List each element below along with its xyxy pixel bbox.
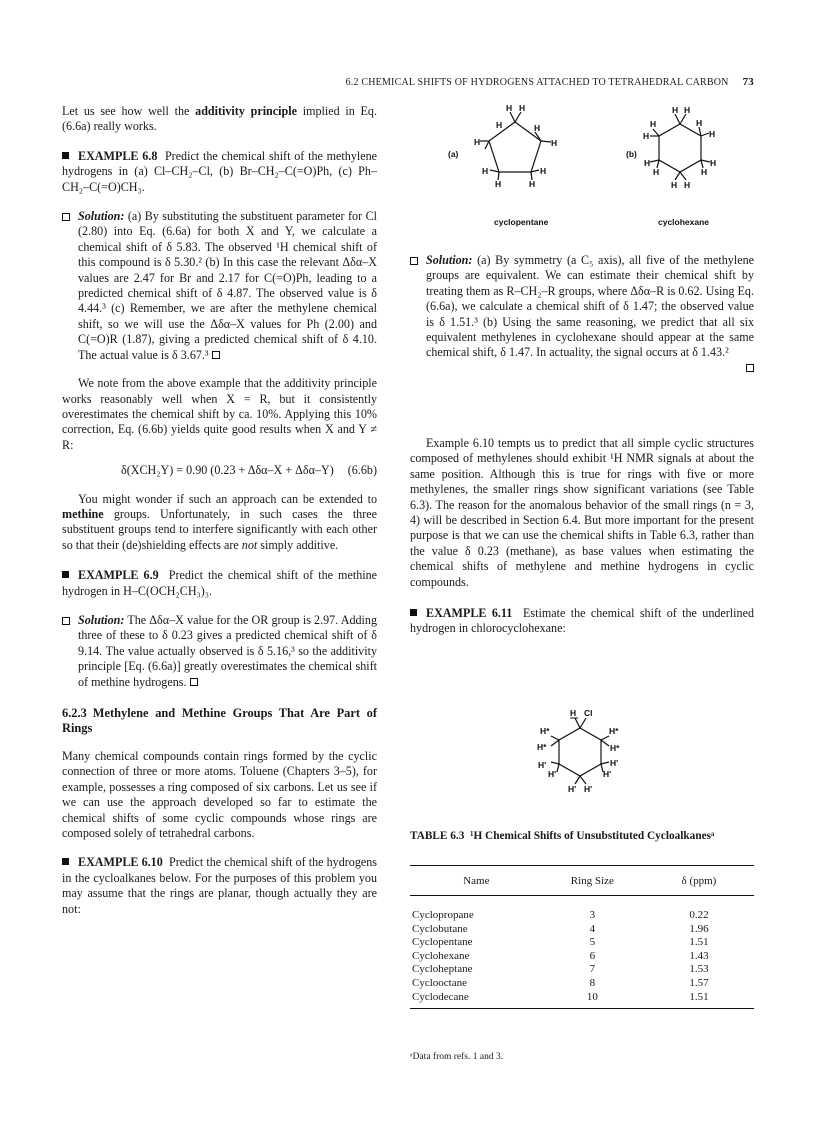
cyclopentane-name: cyclopentane bbox=[494, 217, 549, 227]
table-caption bbox=[410, 829, 754, 843]
example-text: Predict the chemical shift of the methine hydrogen in H–C(OCH₂CH₃)₃. bbox=[62, 568, 378, 598]
cell-shift: 1.43 bbox=[689, 949, 709, 962]
h-star-atom: H* bbox=[609, 726, 619, 736]
section-title: Methylene and Methine Groups That Are Part of Rings bbox=[62, 706, 377, 735]
chlorocyclohexane-structure bbox=[510, 706, 650, 806]
paragraph-rings: Many chemical compounds contain rings formed by the cyclic connection of three or more atoms. Toluene (Chapters 3–5), for example, possesses a ring composed of six carbons. Let us see if we can use the approach developed so far to estimate the chemical shifts of some cyclic compounds whose rings are composed solely of tetrahedral carbons. bbox=[62, 749, 377, 841]
solution-label: Solution: bbox=[78, 612, 125, 627]
cell-ring-size: 8 bbox=[589, 976, 596, 989]
column-header-shift: δ (ppm) bbox=[681, 875, 717, 887]
h-prime-atom: H' bbox=[568, 784, 577, 794]
section-heading-6-2-3 bbox=[62, 706, 377, 736]
h-atom: H bbox=[701, 167, 708, 177]
solution-6-10 bbox=[410, 253, 754, 361]
cell-name: Cycloheptane bbox=[412, 963, 473, 976]
page-number: 73 bbox=[742, 76, 754, 88]
h-prime-atom: H' bbox=[603, 769, 612, 779]
h-prime-atom: H' bbox=[548, 769, 557, 779]
methine-text-a: You might wonder if such an approach can be extended to bbox=[78, 491, 377, 506]
h-atom: H bbox=[643, 131, 650, 141]
cell-shift: 1.51 bbox=[689, 990, 709, 1003]
end-box-icon bbox=[746, 364, 754, 372]
h-atom: H bbox=[551, 138, 558, 148]
methine-term: methine bbox=[62, 506, 104, 521]
table-label: TABLE 6.3 bbox=[410, 830, 465, 842]
cell-ring-size: 5 bbox=[589, 936, 596, 949]
equation-6-6b bbox=[62, 463, 377, 478]
example-bullet-icon bbox=[410, 609, 417, 616]
table-row bbox=[410, 936, 754, 950]
table-row bbox=[410, 923, 754, 937]
h-star-atom: H* bbox=[537, 742, 547, 752]
solution-label: Solution: bbox=[426, 253, 473, 267]
cell-ring-size: 7 bbox=[589, 963, 596, 976]
h-atom: H bbox=[696, 118, 703, 128]
cell-name: Cyclooctane bbox=[412, 976, 467, 989]
h-atom: H bbox=[644, 158, 651, 168]
h-atom: H bbox=[482, 166, 489, 176]
chlorocyclohexane-ring bbox=[559, 728, 601, 776]
h-atom: H bbox=[496, 120, 503, 130]
table-row bbox=[410, 963, 754, 977]
example-label: EXAMPLE 6.10 bbox=[78, 855, 163, 870]
cl-atom: Cl bbox=[584, 708, 593, 718]
cell-ring-size: 10 bbox=[586, 990, 598, 1003]
cell-name: Cyclobutane bbox=[412, 922, 468, 935]
table-title: ¹H Chemical Shifts of Unsubstituted Cycloalkanesᵃ bbox=[470, 830, 715, 842]
cell-shift: 1.57 bbox=[689, 976, 709, 989]
h-atom: H bbox=[506, 103, 513, 113]
solution-box-icon bbox=[62, 213, 70, 221]
h-atom: H bbox=[529, 179, 536, 189]
h-atom: H bbox=[653, 167, 660, 177]
example-6-11 bbox=[410, 606, 754, 637]
example-text: Predict the chemical shift of the methylene hydrogens in (a) Cl–CH₂–Cl, (b) Br–CH₂–C(=O)Ph, (c) Ph–CH₂–C(=O)CH₃. bbox=[62, 148, 378, 194]
table-header-row bbox=[410, 866, 754, 895]
h-atom: H bbox=[684, 180, 691, 190]
label-a: (a) bbox=[448, 149, 459, 159]
example-bullet-icon bbox=[62, 858, 69, 865]
example-label: EXAMPLE 6.8 bbox=[78, 148, 158, 163]
additivity-principle-term: additivity principle bbox=[195, 104, 297, 118]
h-prime-atom: H' bbox=[584, 784, 593, 794]
h-atom: H bbox=[672, 105, 679, 115]
table-row bbox=[410, 977, 754, 991]
cycloalkane-shift-table bbox=[410, 865, 754, 1009]
equation-text: δ(XCH₂Y) = 0.90 (0.23 + Δδα–X + Δδα–Y) bbox=[121, 463, 334, 478]
table-row bbox=[410, 909, 754, 923]
h-atom: H bbox=[671, 180, 678, 190]
right-column bbox=[410, 436, 754, 637]
right-column-solution bbox=[410, 253, 754, 372]
running-head-title: 6.2 CHEMICAL SHIFTS OF HYDROGENS ATTACHED TO TETRAHEDRAL CARBON bbox=[345, 77, 729, 88]
solution-box-icon bbox=[410, 257, 418, 265]
underlined-h-atom: H bbox=[570, 708, 577, 718]
paragraph-10-percent: We note from the above example that the additivity principle works reasonably well when X = R, but it consistently overestimates the chemical shift by ca. 10%. Applying this 10% correction, Eq. (6.6b) yields quite good results when X and Y ≠ R: bbox=[62, 376, 377, 452]
h-atom: H bbox=[540, 166, 547, 176]
end-box-icon bbox=[190, 678, 198, 686]
example-label: EXAMPLE 6.9 bbox=[78, 568, 159, 583]
cell-name: Cyclopentane bbox=[412, 936, 473, 949]
h-atom: H bbox=[519, 103, 526, 113]
intro-paragraph bbox=[62, 104, 377, 135]
cell-shift: 1.51 bbox=[689, 936, 709, 949]
running-header bbox=[0, 76, 754, 88]
example-label: EXAMPLE 6.11 bbox=[426, 606, 513, 621]
table-row bbox=[410, 950, 754, 964]
solution-text: The Δδα–X value for the OR group is 2.97. Adding three of these to δ 0.23 gives a predicted chemical shift of δ 9.14. The value actually observed is δ 5.16,³ so the additivity principle [Eq. (6.6a)] greatly overestimates the chemical shift of methine hydrogens. bbox=[78, 612, 377, 689]
solution-6-9 bbox=[62, 613, 377, 690]
h-atom: H bbox=[474, 137, 481, 147]
h-prime-atom: H' bbox=[610, 758, 619, 768]
cell-name: Cyclodecane bbox=[412, 990, 469, 1003]
paragraph-small-rings: Example 6.10 tempts us to predict that all simple cyclic structures composed of methylenes should exhibit ¹H NMR signals at about the same position. Although this is true for rings with five or more methylenes, the smaller rings show significant variations (see Table 6.3). The reason for the anomalous behavior of the small rings (n = 3, 4) will be described in Section 6.4. But more important for the present purpose is that we can use the chemical shifts in Table 6.3, rather than the value δ 0.23 (methane), as base values when estimating the chemical shifts of methylene and methine hydrogens in cyclic compounds. bbox=[410, 436, 754, 589]
h-atom: H bbox=[534, 123, 541, 133]
cyclohexane-ring bbox=[659, 124, 701, 172]
h-star-atom: H* bbox=[610, 743, 620, 753]
cyclohexane-name: cyclohexane bbox=[658, 217, 710, 227]
intro-text-a: Let us see how well the bbox=[62, 104, 196, 118]
example-bullet-icon bbox=[62, 571, 69, 578]
example-6-8 bbox=[62, 149, 377, 195]
solution-label: Solution: bbox=[78, 209, 125, 224]
solution-text: (a) By substituting the substituent parameter for Cl (2.80) into Eq. (6.6a) for both X and Y, we calculate a chemical shift of δ 5.83. The observed ¹H chemical shift of this compound is δ 5.30.² (b) In this case the relevant Δδα–X values are 2.47 for Br and 2.17 for C(=O)Ph, leading to a predicted chemical shift of δ 4.87. The observed value is δ 4.44.³ (c) Remember, we are after the methylene chemical shift, so we will use the Δδα–X values for Ph (2.00) and C(=O)R (1.87), giving a predicted chemical shift of δ 4.10. The actual value is δ 3.67.³ bbox=[78, 209, 377, 362]
solution-6-8 bbox=[62, 209, 377, 363]
h-atom: H bbox=[684, 105, 691, 115]
example-bullet-icon bbox=[62, 152, 69, 159]
h-star-atom: H* bbox=[540, 726, 550, 736]
end-box-icon bbox=[212, 351, 220, 359]
paragraph-methine bbox=[62, 492, 377, 554]
cell-ring-size: 3 bbox=[589, 909, 596, 921]
cell-ring-size: 4 bbox=[589, 922, 596, 935]
h-atom: H bbox=[710, 158, 717, 168]
example-6-9 bbox=[62, 568, 377, 599]
not-emphasis: not bbox=[241, 537, 258, 552]
section-number: 6.2.3 bbox=[62, 706, 87, 720]
cell-ring-size: 6 bbox=[589, 949, 596, 962]
table-row bbox=[410, 991, 754, 1005]
h-atom: H bbox=[709, 129, 716, 139]
table-footnote: ᵃData from refs. 1 and 3. bbox=[410, 1052, 504, 1062]
cell-shift: 1.53 bbox=[689, 963, 709, 976]
equation-number: (6.6b) bbox=[347, 463, 377, 478]
left-column bbox=[62, 104, 377, 917]
cycloalkane-structures-figure bbox=[410, 100, 754, 230]
label-b: (b) bbox=[626, 149, 637, 159]
example-text: Estimate the chemical shift of the underlined hydrogen in chlorocyclohexane: bbox=[410, 606, 754, 636]
cell-name: Cyclopropane bbox=[412, 909, 474, 921]
solution-text: (a) By symmetry (a C₅ axis), all five of the methylene groups are equivalent. We can estimate their chemical shift by treating them as R–CH₂–R groups, where Δδα–R is 0.62. Using Eq. (6.6a), we calculate a chemical shift of δ 1.47; the observed value is δ 1.51.³ (b) Using the same reasoning, we predict that all six equivalent methylenes in cyclohexane should appear at the same chemical shift, δ 1.47. In actuality, the signal occurs at δ 1.43.² bbox=[426, 253, 754, 360]
h-prime-atom: H' bbox=[538, 760, 547, 770]
cell-shift: 0.22 bbox=[689, 909, 709, 921]
column-header-name: Name bbox=[463, 875, 490, 887]
methine-text-b: groups. Unfortunately, in such cases the three substituent groups tend to interfere significantly with each other so that their (de)shielding effects are bbox=[62, 506, 377, 552]
example-6-10 bbox=[62, 855, 377, 917]
h-atom: H bbox=[495, 179, 502, 189]
h-atom: H bbox=[650, 119, 657, 129]
solution-box-icon bbox=[62, 617, 70, 625]
intro-text-b: implied in Eq. (6.6a) really works. bbox=[62, 104, 377, 134]
example-text: Predict the chemical shift of the hydrogens in the cycloalkanes below. For the purposes of this problem you may assume that the rings are planar, though actually they are not: bbox=[62, 855, 378, 916]
column-header-ring-size: Ring Size bbox=[570, 875, 614, 887]
cell-name: Cyclohexane bbox=[412, 949, 470, 962]
methine-text-c: simply additive. bbox=[257, 537, 339, 552]
cell-shift: 1.96 bbox=[689, 922, 709, 935]
